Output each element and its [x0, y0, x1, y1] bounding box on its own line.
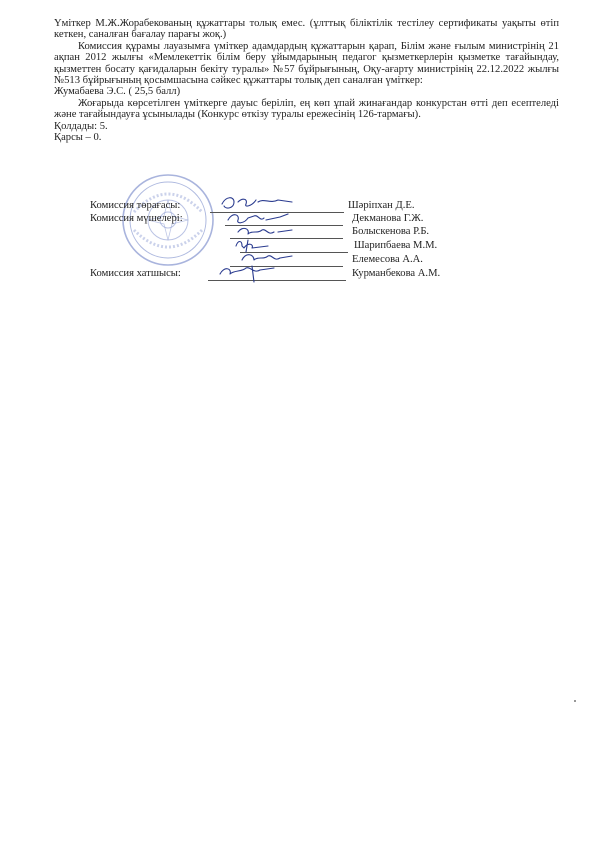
paragraph-incomplete-documents: Үміткер М.Ж.Жорабекованың құжаттары толық емес. (ұлттық біліктілік тестілеу сертификаты уақыты өтіп кеткен, саналған бағалау парағы жоқ.): [54, 18, 559, 41]
candidate-line: Жумабаева Э.С. ( 25,5 балл): [54, 86, 181, 98]
body-text: [54, 18, 559, 143]
member-name-2: Болыскенова Р.Б.: [352, 226, 430, 237]
votes-against: Қарсы – 0.: [54, 132, 102, 144]
votes-for: Қолдады: 5.: [54, 120, 108, 132]
chair-name: Шәріпхан Д.Е.: [348, 200, 415, 211]
paragraph-commission-review: Комиссия құрамы лауазымға үміткер адамдардың құжаттарын қарап, Білім және ғылым министрінің 21 ақпан 2012 жылғы «Мемлекеттік білім беру ұйымдарының педагог қызметкерлерін қызметке тағайындау, қызметтен босату қағидаларын бекіту туралы» №57 бұйрығының, Оқу-ағарту министрінің 22.12.2022 жылғы №513 бұйрығының қосымшасына сәйкес құжаттары толық деп саналған үміткер:: [54, 40, 559, 87]
member-name-1: Декманова Г.Ж.: [352, 213, 424, 224]
paragraph-vote-result: Жоғарыда көрсетілген үміткерге дауыс беріліп, ең көп ұпай жинағандар конкурстан өтті деп есептеледі және тағайындауға ұсынылады (Конкурс өткізу туралы ережесінің 126-тармағы).: [54, 97, 559, 121]
scan-speck: [574, 700, 576, 702]
chair-label: Комиссия төрағасы:: [90, 200, 181, 211]
handwritten-signatures-icon: [208, 190, 348, 290]
members-label: Комиссия мүшелері:: [90, 213, 183, 224]
secretary-label: Комиссия хатшысы:: [90, 268, 181, 279]
secretary-name: Курманбекова А.М.: [352, 268, 441, 279]
member-name-3: Шарипбаева М.М.: [354, 240, 438, 251]
member-name-4: Елемесова А.А.: [352, 254, 423, 265]
